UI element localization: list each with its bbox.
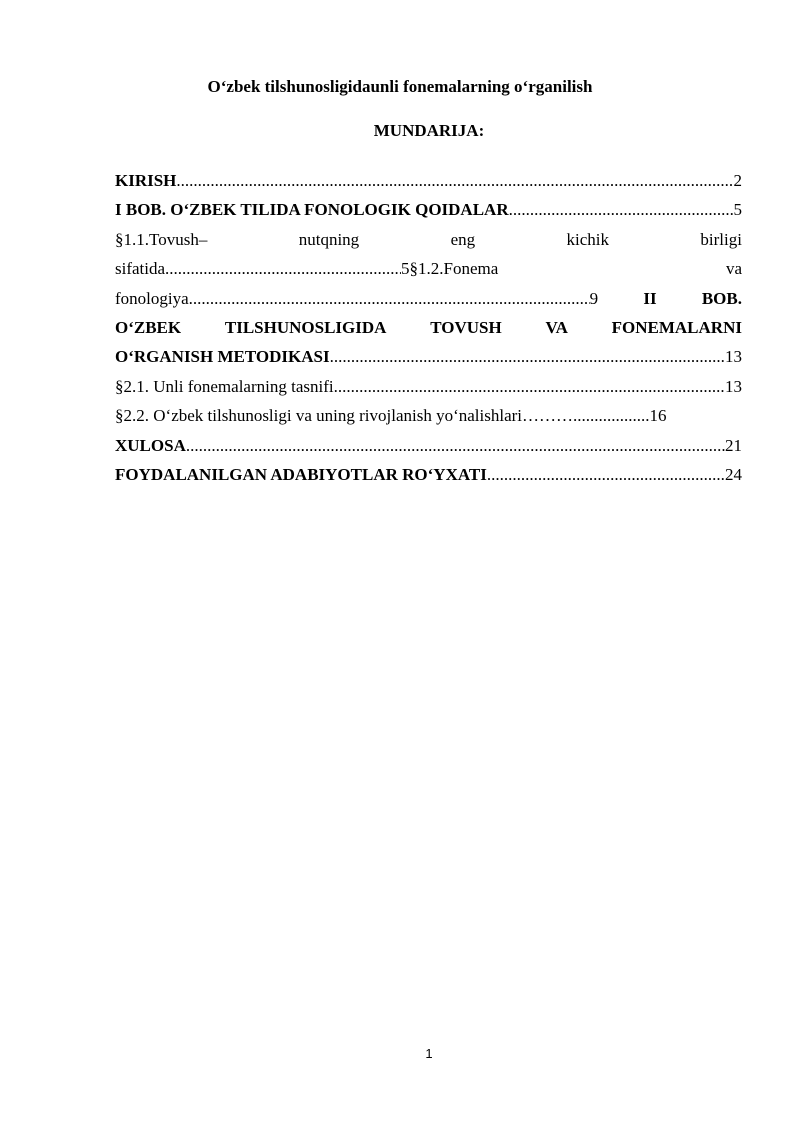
toc-entry-page: 9 (589, 288, 599, 308)
toc-entry-page: 5 (733, 200, 742, 220)
dot-leader (509, 195, 734, 224)
toc-entry-chapter-2[interactable] (115, 313, 742, 342)
toc-entry-label: KIRISH (115, 171, 177, 190)
toc-word: va (725, 259, 742, 279)
page-number: 1 (425, 1046, 433, 1061)
dot-leader: ……….................. (522, 406, 650, 426)
toc-entry-label: FOYDALANILGAN ADABIYOTLAR RO‘YXATI (115, 464, 487, 484)
toc-entry-page: 2 (733, 171, 742, 190)
toc-entry-references[interactable] (115, 460, 742, 489)
toc-word: sifatida (115, 259, 166, 279)
toc-entry-label: O‘RGANISH METODIKASI (115, 347, 330, 367)
document-title: O‘zbek tilshunosligidaunli fonemalarning o‘rganilish (207, 77, 593, 96)
dot-leader (334, 372, 725, 401)
toc-word: TOVUSH (430, 317, 502, 337)
toc-entry-label: §2.2. O‘zbek tilshunosligi va uning rivojlanish yo‘nalishlari (115, 406, 523, 426)
toc-entry-page: 21 (725, 435, 742, 455)
toc-word: VA (545, 317, 568, 337)
toc-word: TILSHUNOSLIGIDA (224, 317, 387, 337)
toc-entry-label: §2.1. Unli fonemalarning tasnifi (115, 376, 334, 396)
toc-entry-page: 16 (649, 406, 667, 426)
toc-entry-section-2-2[interactable] (115, 401, 742, 430)
toc-word: FONEMALARNI (611, 317, 742, 337)
toc-word: kichik (566, 229, 609, 249)
dot-leader (330, 342, 725, 371)
toc-word: §1.2.Fonema (409, 259, 499, 279)
toc-word: eng (450, 229, 476, 249)
toc-word: O‘ZBEK (115, 317, 182, 337)
toc-entry-section-1-1[interactable] (115, 225, 742, 254)
table-of-contents (115, 166, 742, 489)
dot-leader (487, 460, 725, 489)
dot-leader (186, 431, 725, 460)
toc-entry-chapter-2-end[interactable] (115, 342, 742, 371)
toc-word: nutqning (298, 229, 360, 249)
toc-word: II (643, 288, 657, 308)
toc-entry-chapter-1[interactable] (115, 195, 742, 224)
dot-leader (165, 254, 401, 283)
toc-entry-section-2-1[interactable] (115, 372, 742, 401)
toc-entry-page: 24 (725, 464, 742, 484)
toc-word: fonologiya (115, 288, 189, 308)
toc-entry-page: 13 (725, 376, 742, 396)
toc-entry-section-1-2-start[interactable] (115, 254, 742, 283)
toc-word: birligi (700, 229, 742, 249)
dot-leader (189, 284, 590, 313)
toc-entry-page: 5 (401, 259, 410, 279)
toc-word: §1.1.Tovush– (115, 229, 208, 249)
toc-entry-section-1-2-end[interactable] (115, 284, 742, 313)
toc-entry-label: I BOB. O‘ZBEK TILIDA FONOLOGIK QOIDALAR (115, 200, 509, 220)
toc-entry-kirish[interactable] (115, 166, 742, 195)
toc-entry-label: XULOSA (115, 435, 186, 455)
toc-entry-page: 13 (725, 347, 742, 367)
dot-leader (176, 166, 733, 195)
toc-entry-xulosa[interactable] (115, 431, 742, 460)
toc-heading: MUNDARIJA: (373, 121, 485, 140)
toc-word: BOB. (701, 288, 742, 308)
